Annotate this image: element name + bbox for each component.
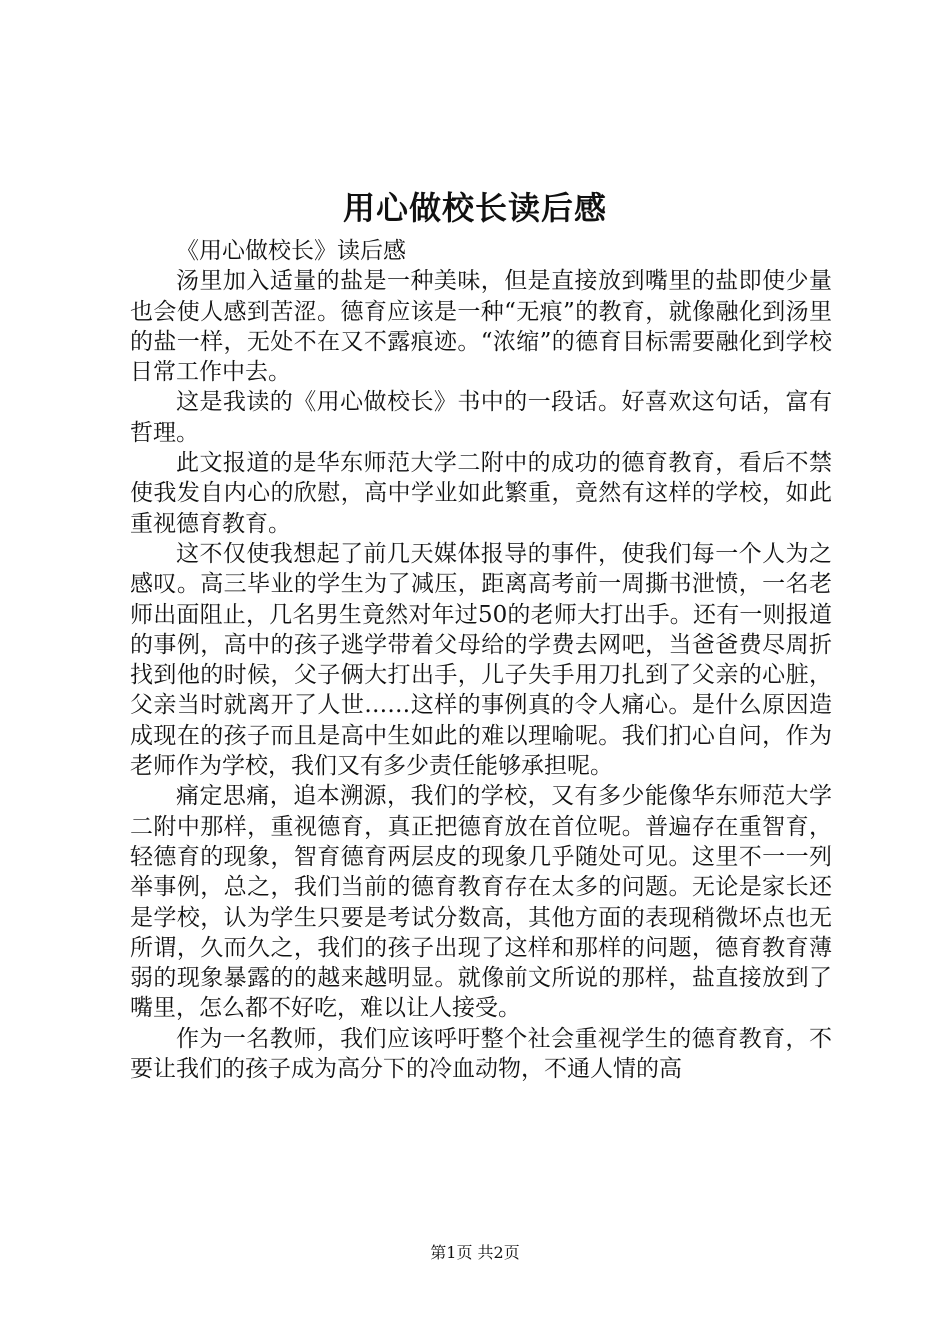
paragraph: 此文报道的是华东师范大学二附中的成功的德育教育，看后不禁使我发自内心的欣慰，高中学业如此繁重，竟然有这样的学校，如此重视德育教育。 [130, 450, 832, 537]
document-body [130, 236, 832, 1084]
paragraph: 痛定思痛，追本溯源，我们的学校，又有多少能像华东师范大学二附中那样，重视德育，真正把德育放在首位呢。普遍存在重智育，轻德育的现象，智育德育两层皮的现象几乎随处可见。这里不一一列举事例，总之，我们当前的德育教育存在太多的问题。无论是家长还是学校，认为学生只要是考试分数高，其他方面的表现稍微坏点也无所谓，久而久之，我们的孩子出现了这样和那样的问题，德育教育薄弱的现象暴露的的越来越明显。就像前文所说的那样，盐直接放到了嘴里，怎么都不好吃，难以让人接受。 [130, 783, 832, 1022]
document-title: 用心做校长读后感 [342, 189, 607, 227]
page-footer: 第1页 共2页 [430, 1243, 520, 1262]
paragraph: 这是我读的《用心做校长》书中的一段话。好喜欢这句话，富有哲理。 [130, 389, 832, 446]
paragraph: 汤里加入适量的盐是一种美味，但是直接放到嘴里的盐即使少量也会使人感到苦涩。德育应该是一种“无痕”的教育，就像融化到汤里的盐一样，无处不在又不露痕迹。“浓缩”的德育目标需要融化到学校日常工作中去。 [130, 268, 832, 386]
paragraph: 这不仅使我想起了前几天媒体报导的事件，使我们每一个人为之感叹。高三毕业的学生为了减压，距离高考前一周撕书泄愤，一名老师出面阻止，几名男生竟然对年过50的老师大打出手。还有一则报道的事例，高中的孩子逃学带着父母给的学费去网吧，当爸爸费尽周折找到他的时候，父子俩大打出手，儿子失手用刀扎到了父亲的心脏，父亲当时就离开了人世……这样的事例真的令人痛心。是什么原因造成现在的孩子而且是高中生如此的难以理喻呢。我们扪心自问，作为老师作为学校，我们又有多少责任能够承担呢。 [130, 540, 832, 780]
paragraph: 作为一名教师，我们应该呼吁整个社会重视学生的德育教育，不要让我们的孩子成为高分下的冷血动物，不通人情的高 [130, 1025, 832, 1083]
paragraph-book-title: 《用心做校长》读后感 [176, 238, 406, 264]
